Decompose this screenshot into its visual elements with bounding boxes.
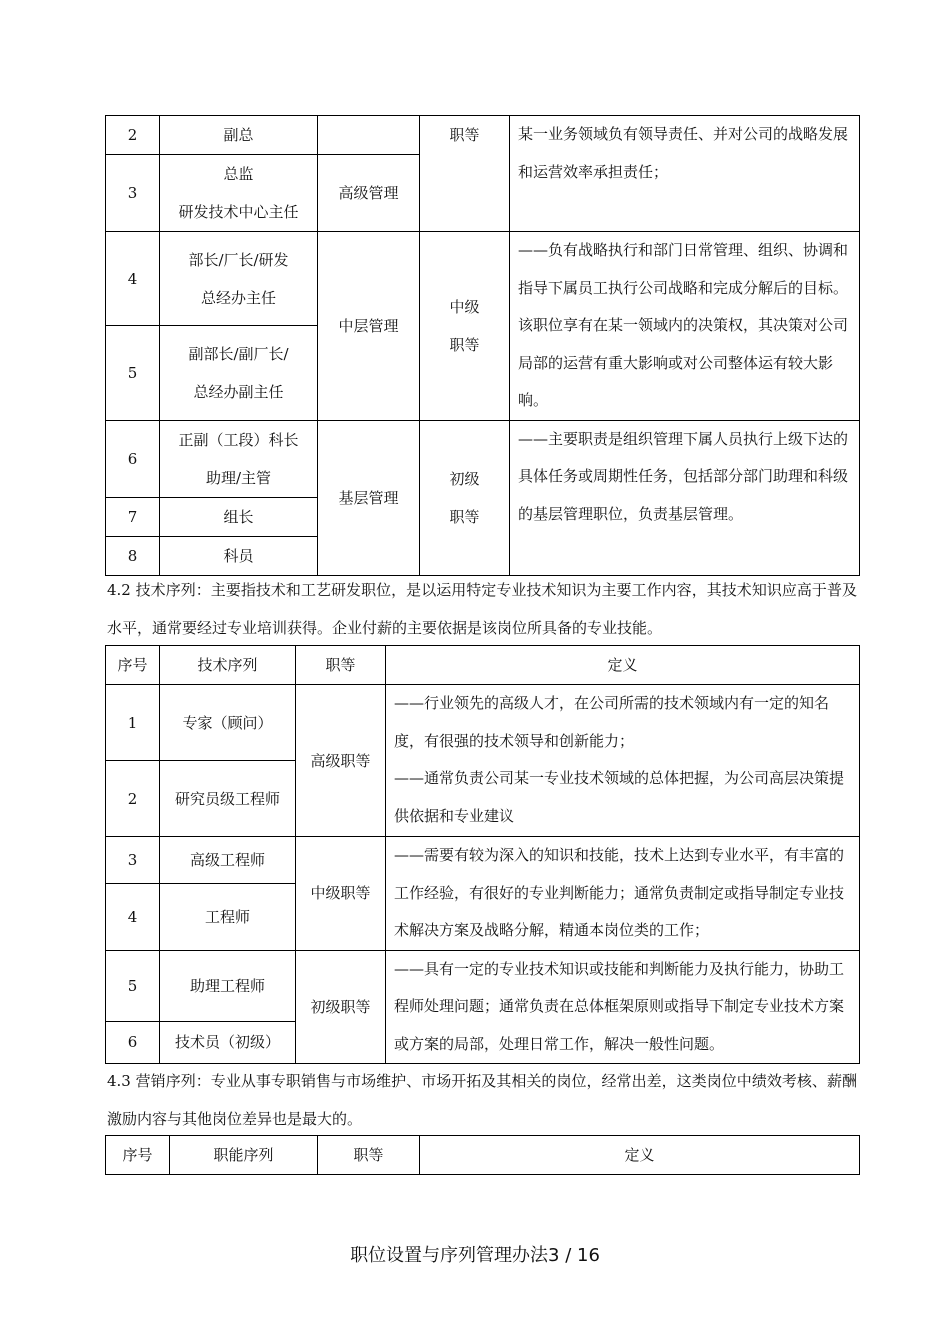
definition-part: ——通常负责公司某一专业技术领域的总体把握，为公司高层决策提供依据和专业建议: [394, 769, 845, 825]
position-title: 研究员级工程师: [160, 761, 296, 837]
grade-line: 初级: [449, 469, 480, 488]
grade-cell: [420, 420, 510, 575]
group-cell-empty: [318, 116, 420, 155]
tech-sequence-paragraph: 4.2 技术序列：主要指技术和工艺研发职位，是以运用特定专业技术知识为主要工作内容，其技术知识应高于普及水平，通常要经过专业培训获得。企业付薪的主要依据是该岗位所具备的专业技能。: [107, 581, 857, 637]
header-grade: 职等: [296, 646, 386, 685]
row-number: 4: [106, 232, 160, 326]
title-line: 部长/厂长/研发: [188, 250, 289, 269]
row-number: 1: [106, 685, 160, 761]
definition-cell: ——主要职责是组织管理下属人员执行上级下达的具体任务或周期性任务，包括部分部门助理和科级的基层管理职位，负责基层管理。: [510, 420, 860, 575]
title-line: 总经办主任: [200, 288, 276, 307]
sales-sequence-table: [105, 1135, 860, 1175]
position-title: 高级工程师: [160, 837, 296, 884]
group-cell: 中层管理: [318, 232, 420, 421]
position-title: [160, 420, 318, 497]
grade-line: 中级: [449, 297, 480, 316]
row-number: 3: [106, 837, 160, 884]
row-number: 7: [106, 497, 160, 536]
definition-cell: ——具有一定的专业技术知识或技能和判断能力及执行能力，协助工程师处理问题；通常负责在总体框架原则或指导下制定专业技术方案或方案的局部，处理日常工作，解决一般性问题。: [386, 950, 860, 1064]
grade-line: 职等: [449, 335, 480, 354]
title-line: 研发技术中心主任: [178, 203, 299, 221]
definition-part: ——行业领先的高级人才，在公司所需的技术领域内有一定的知名度，有很强的技术领导和创新能力；: [394, 694, 830, 750]
position-title: 副总: [160, 116, 318, 155]
title-line: 总经办副主任: [193, 382, 284, 401]
position-title: 组长: [160, 497, 318, 536]
grade-cell: 高级职等: [296, 685, 386, 837]
row-number: 8: [106, 536, 160, 575]
definition-cell: 某一业务领域负有领导责任、并对公司的战略发展和运营效率承担责任；: [510, 116, 860, 232]
row-number: 5: [106, 326, 160, 420]
row-number: 5: [106, 950, 160, 1021]
sales-sequence-paragraph: 4.3 营销序列：专业从事专职销售与市场维护、市场开拓及其相关的岗位，经常出差，这类岗位中绩效考核、薪酬激励内容与其他岗位差异也是最大的。: [107, 1072, 857, 1128]
header-definition: 定义: [420, 1136, 860, 1175]
header-grade: 职等: [318, 1136, 420, 1175]
position-title: [160, 326, 318, 420]
position-title: 科员: [160, 536, 318, 575]
management-grade-table: [105, 115, 860, 576]
header-sequence: 技术序列: [160, 646, 296, 685]
group-cell: 高级管理: [318, 155, 420, 232]
row-number: 2: [106, 761, 160, 837]
title-line: 助理/主管: [205, 468, 272, 487]
grade-line: 职等: [449, 507, 480, 526]
position-title: 工程师: [160, 884, 296, 950]
header-definition: 定义: [386, 646, 860, 685]
definition-cell: [386, 685, 860, 837]
position-title: [160, 155, 318, 232]
position-title: 专家（顾问）: [160, 685, 296, 761]
tech-sequence-table: [105, 645, 860, 1064]
grade-cell: 中级职等: [296, 837, 386, 951]
row-number: 3: [106, 155, 160, 232]
header-number: 序号: [106, 1136, 170, 1175]
row-number: 2: [106, 116, 160, 155]
title-line: 副部长/副厂长/: [188, 344, 289, 363]
position-title: 技术员（初级）: [160, 1021, 296, 1063]
row-number: 6: [106, 420, 160, 497]
definition-cell: ——负有战略执行和部门日常管理、组织、协调和指导下属员工执行公司战略和完成分解后的目标。该职位享有在某一领域内的决策权，其决策对公司局部的运营有重大影响或对公司整体运有较大影响。: [510, 232, 860, 421]
position-title: 助理工程师: [160, 950, 296, 1021]
position-title: [160, 232, 318, 326]
definition-cell: ——需要有较为深入的知识和技能，技术上达到专业水平，有丰富的工作经验，有很好的专业判断能力；通常负责制定或指导制定专业技术解决方案及战略分解，精通本岗位类的工作；: [386, 837, 860, 951]
grade-cell: [420, 232, 510, 421]
header-number: 序号: [106, 646, 160, 685]
grade-cell: 初级职等: [296, 950, 386, 1064]
page-footer: 职位设置与序列管理办法3 / 16: [350, 1245, 600, 1266]
title-line: 正副（工段）科长: [178, 430, 299, 449]
title-line: 总监: [223, 165, 254, 183]
group-cell: 基层管理: [318, 420, 420, 575]
grade-cell: 职等: [420, 116, 510, 232]
row-number: 4: [106, 884, 160, 950]
header-sequence: 职能序列: [170, 1136, 318, 1175]
row-number: 6: [106, 1021, 160, 1063]
